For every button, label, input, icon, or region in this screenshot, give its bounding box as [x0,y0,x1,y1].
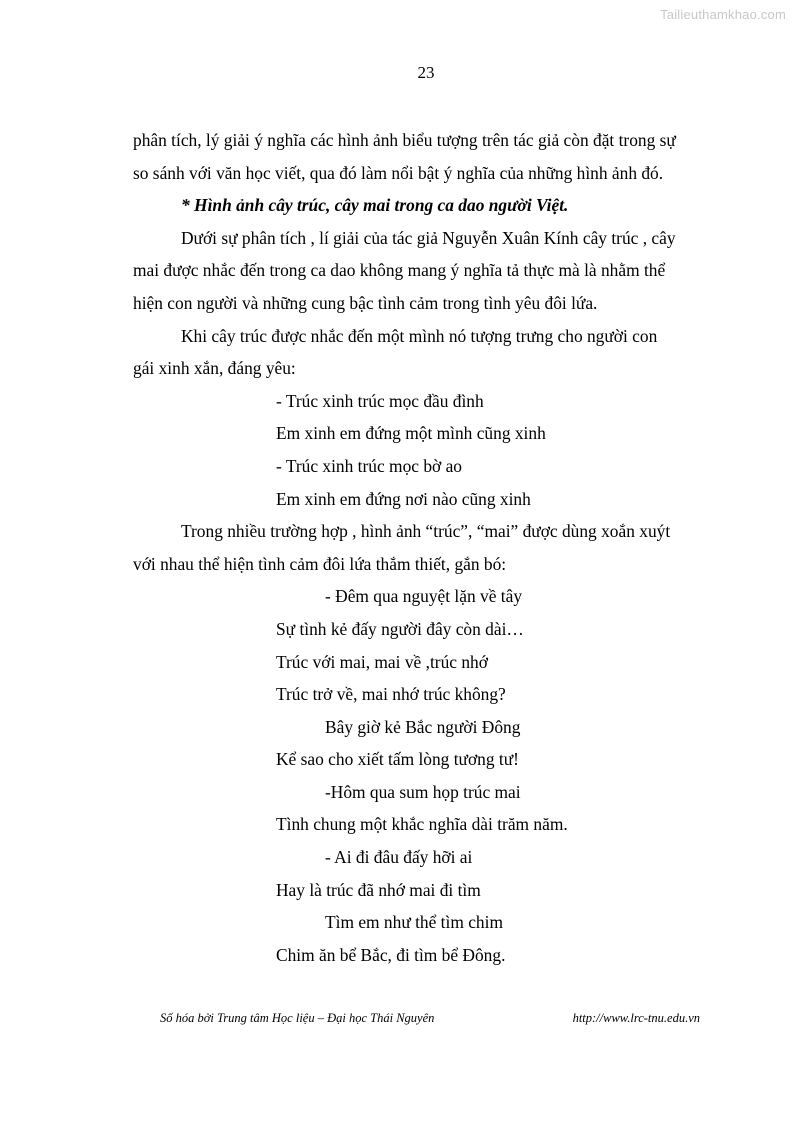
text-line: Dưới sự phân tích , lí giải của tác giả Nguyễn Xuân Kính cây trúc , cây [181,227,676,248]
text-line: Trong nhiều trường hợp , hình ảnh “trúc”, “mai” được dùng xoắn xuýt [181,521,671,542]
text-line: so sánh với văn học viết, qua đó làm nổi bật ý nghĩa của những hình ảnh đó. [133,162,664,183]
text-line: gái xinh xắn, đáng yêu: [133,358,296,379]
text-line: mai được nhắc đến trong ca dao không mang ý nghĩa tả thực mà là nhằm thể [133,260,666,281]
verse-line: Kể sao cho xiết tấm lòng tương tư! [276,749,519,770]
verse-line: - Trúc xinh trúc mọc bờ ao [276,455,462,476]
verse-line: Trúc với mai, mai về ,trúc nhớ [276,651,488,672]
section-heading: * Hình ảnh cây trúc, cây mai trong ca dao người Việt. [181,195,569,216]
text-line: Khi cây trúc được nhắc đến một mình nó tượng trưng cho người con [181,325,658,346]
verse-line: Trúc trở về, mai nhớ trúc không? [276,684,506,705]
text-line: phân tích, lý giải ý nghĩa các hình ảnh biểu tượng trên tác giả còn đặt trong sự [133,130,676,150]
verse-line: Chim ăn bể Bắc, đi tìm bể Đông. [276,944,506,965]
page-number: 23 [417,63,435,82]
verse-line: -Hôm qua sum họp trúc mai [325,781,521,802]
verse-line: Bây giờ kẻ Bắc người Đông [325,716,521,737]
watermark: Tailieuthamkhao.com [660,7,786,22]
verse-line: Hay là trúc đã nhớ mai đi tìm [276,879,481,900]
verse-line: Em xinh em đứng nơi nào cũng xinh [276,488,531,509]
verse-line: Tình chung một khắc nghĩa dài trăm năm. [276,814,568,835]
text-line: hiện con người và những cung bậc tình cảm trong tình yêu đôi lứa. [133,292,598,313]
verse-line: Sự tình kẻ đấy người đây còn dài… [276,618,524,639]
verse-line: Em xinh em đứng một mình cũng xinh [276,423,546,444]
verse-line: - Trúc xinh trúc mọc đầu đình [276,390,484,411]
verse-line: - Ai đi đâu đấy hỡi ai [325,847,473,868]
text-line: với nhau thể hiện tình cảm đôi lứa thắm thiết, gắn bó: [133,553,507,574]
document-body [133,124,733,971]
footer-url[interactable]: http://www.lrc-tnu.edu.vn [572,1011,700,1025]
page-footer [160,1011,700,1026]
verse-line: - Đêm qua nguyệt lặn về tây [325,586,523,607]
footer-source: Số hóa bởi Trung tâm Học liệu – Đại học Thái Nguyên [160,1011,435,1025]
verse-line: Tìm em như thể tìm chim [325,912,503,933]
